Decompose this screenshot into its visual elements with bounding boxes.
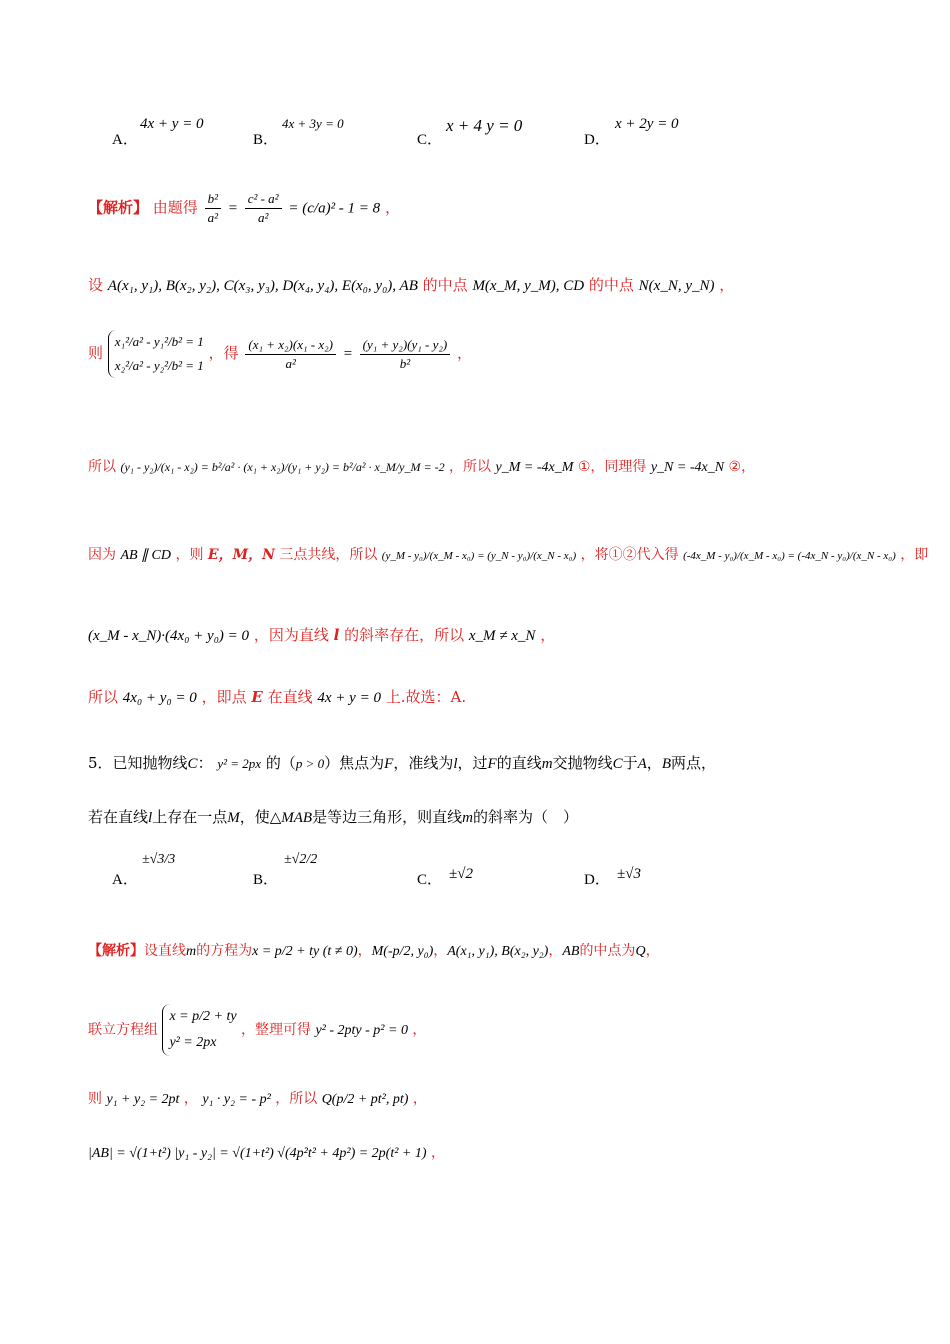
q4-option-c-expr: x + 4 y = 0 [446,116,523,135]
problem-text: 是等边三角形，则直线 [312,808,463,826]
denominator: a² [207,210,218,225]
punct: ， [645,943,660,959]
math-parabola: y² = 2px [217,756,262,771]
solution-text: ，因为直线 [253,626,329,644]
math-var: AB [562,944,580,959]
q5-option-c-expr: ±√2 [449,866,473,882]
q5-option-b [253,868,278,889]
q5-solution-line-4 [88,1142,890,1165]
formula-midpoint-n: N(x_N, y_N) [638,278,715,294]
q4-solution-line-2 [88,274,890,297]
option-label: D． [584,132,610,148]
problem-text: 上存在一点 [152,808,228,826]
fraction [245,336,336,373]
formula-result: 4x₀ + y₀ = 0 [122,690,197,706]
math-var: m [462,810,473,826]
q5-option-b-expr: ±√2/2 [284,852,318,867]
equation-system [108,330,204,378]
q5-problem-line-1 [88,752,890,775]
solution-text: ，整理可得 [241,1022,312,1038]
q4-solution-line-6 [88,624,890,647]
solution-text: 在直线 [267,688,313,706]
solution-text: 联立方程组 [88,1022,158,1038]
denominator: a² [285,355,296,371]
problem-text: 的（ [265,754,296,772]
punct: ， [719,276,735,294]
problem-text: ，准线为 [393,754,454,772]
q4-option-b-expr: 4x + 3y = 0 [282,116,344,131]
punct: ， [431,1145,445,1161]
solution-text: ，即点 [201,688,247,706]
system-equation: x₂²/a² - y₂²/b² = 1 [114,358,204,373]
formula-neq: x_M ≠ x_N [468,628,536,644]
solution-text: 由题得 [152,198,198,217]
q5-solution-line-2 [88,1004,890,1064]
formula-product: (x_M - x_N)·(4x₀ + y₀) = 0 [88,628,250,644]
problem-text: ，过 [457,754,488,772]
numerator: c² - a² [245,190,282,209]
point-e: E [251,688,263,706]
math-var: C [612,756,623,772]
math-var: B [661,756,671,772]
q5-option-d-expr: ±√3 [617,866,641,882]
solution-text: ，即 [900,547,929,563]
formula-midpoint-m: M(x_M, y_M), CD [472,278,585,294]
denominator: b² [399,355,411,371]
points-emn: E，M，N [207,547,275,563]
solution-text: 的中点 [588,276,634,294]
math-var: m [541,756,553,772]
q4-option-a [112,128,138,149]
equation-system [162,1004,236,1056]
option-label: A． [112,132,138,148]
math-var: m [186,944,197,959]
formula-product: y₁ · y₂ = - p² [202,1092,271,1107]
problem-text: 于 [622,754,638,772]
punct: ， [548,943,563,959]
problem-text: 两点， [670,754,716,772]
solution-text: ，所以 [275,1091,318,1107]
solution-text: ②， [728,459,756,475]
math-var: M [227,810,240,826]
numerator: b² [205,190,221,209]
solution-tag: 【解析】 [88,943,144,959]
solution-text: 的中点为 [579,943,636,959]
q4-solution-line-5 [88,544,929,567]
formula-sum: y₁ + y₂ = 2pt [106,1092,180,1107]
punct: ， [412,1022,427,1038]
formula-slope: (y₁ - y₂)/(x₁ - x₂) = b²/a² · (x₁ + x₂)/(y₁ + y₂) = b²/a² · x_M/y_M = -2 [120,460,445,474]
q5-solution-line-1 [88,940,890,963]
system-equation: x₁²/a² - y₁²/b² = 1 [114,334,204,349]
formula-quadratic: y² - 2pty - p² = 0 [315,1023,408,1038]
system-equation: x = p/2 + ty [169,1009,237,1024]
formula-substituted: (-4x_M - y₀)/(x_M - x₀) = (-4x_N - y₀)/(x_N - x₀) [683,550,896,562]
formula-line-m: x = p/2 + ty (t ≠ 0) [252,944,358,959]
q4-option-d-expr: x + 2y = 0 [615,116,679,132]
q5-problem-line-2 [88,806,890,829]
q4-option-c [417,128,442,149]
problem-text: 5．已知抛物线 [88,754,188,772]
solution-text: ，则 [175,547,204,563]
formula-collinear: (y_M - y₀)/(x_M - x₀) = (y_N - y₀)/(x_N - x₀) [381,550,577,562]
solution-tag: 【解析】 [88,198,149,217]
punct: ， [183,1091,198,1107]
solution-answer: 上.故选：A. [385,688,467,706]
q4-solution-line-3: 则 x₁²/a² - y₁²/b² = 1 x₂²/a² - y₂²/b² = 1 ，得 $\frac{\text{(x₁ + x₂)(x₁ - x₂)}}{\text{a²}}$ = $\frac{\text{(y₁ + y₂)(y₁ - y₂)}}{\text{b²}}$ ， [88,330,890,390]
problem-text: ， [646,754,662,772]
solution-text: 设直线 [144,943,186,959]
formula-points-ab: A(x₁, y₁), B(x₂, y₂) [447,944,549,959]
fraction [205,190,221,227]
problem-text: 交抛物线 [552,754,613,772]
formula-point-q: Q(p/2 + pt², pt) [321,1092,409,1107]
option-label: C． [417,872,443,888]
formula-chord-length: |AB| = √(1+t²) |y₁ - y₂| = √(1+t²) √(4p²t² + 4p²) = 2p(t² + 1) [88,1146,427,1161]
q4-option-b [253,128,278,149]
problem-text: 的斜率为（ ） [472,808,578,826]
option-label: B． [253,872,279,888]
q4-option-a-expr: 4x + y = 0 [140,116,204,132]
denominator: a² [257,210,269,225]
punct: ， [540,626,556,644]
solution-text: 则 [88,344,104,362]
problem-text: ，使△ [239,808,282,826]
solution-text: 的中点 [422,276,468,294]
q5-option-c [417,868,442,889]
solution-text: ，所以 [449,459,492,475]
solution-text: 三点共线，所以 [279,547,378,563]
math-condition: p > 0 [295,756,325,771]
punct: ， [433,943,448,959]
problem-text: ）焦点为 [324,754,385,772]
problem-text: 的直线 [496,754,542,772]
formula-line: 4x + y = 0 [317,690,381,706]
line-l: l [333,626,340,644]
punct: ， [357,943,372,959]
solution-text: ，得 [208,344,239,362]
q5-option-a-expr: ±√3/3 [142,852,176,867]
math-var: F [384,756,394,772]
formula-yn: y_N = -4x_N [650,460,725,475]
formula-parallel: AB ∥ CD [120,548,172,563]
formula-point-m: M(-p/2, y₀) [371,944,434,959]
fraction [245,190,282,227]
q5-solution-line-3 [88,1088,890,1111]
q5-option-d [584,868,610,889]
math-var: MAB [281,810,313,826]
solution-text: 的方程为 [196,943,253,959]
punct: ， [457,344,473,362]
q4-option-d [584,128,610,149]
math-var: A [637,756,647,772]
solution-text: 所以 [88,688,119,706]
solution-text: ①，同理得 [577,459,647,475]
numerator: (x₁ + x₂)(x₁ - x₂) [245,336,336,355]
q4-solution-line-7 [88,686,890,709]
system-equation: y² = 2px [169,1035,217,1050]
q4-solution-line-4 [88,456,890,479]
option-label: A． [112,872,138,888]
punct: ， [412,1091,427,1107]
math-var: F [487,756,497,772]
q4-solution-line-1: 【解析】 由题得 $\frac{\text{b²}}{\text{a²}}$ = $\frac{\text{c² - a²}}{\text{a²}}$ = (c/a)² - 1 = 8 ， [88,191,400,225]
formula-points: A(x₁, y₁), B(x₂, y₂), C(x₃, y₃), D(x₄, y₄), E(x₀, y₀), AB [107,278,418,294]
numerator: (y₁ + y₂)(y₁ - y₂) [360,336,451,355]
solution-text: 则 [88,1091,102,1107]
solution-text: 因为 [88,547,116,563]
fraction [360,336,451,373]
math-var: C [187,756,198,772]
solution-text: 所以 [88,459,116,475]
q5-option-a [112,868,138,889]
solution-text: 设 [88,276,104,294]
formula-ym: y_M = -4x_M [495,460,574,475]
option-label: D． [584,872,610,888]
solution-text: ，将①②代入得 [580,547,679,563]
math-var: Q [635,944,646,959]
formula-tail: = (c/a)² - 1 = 8 [288,200,381,217]
math-var: l [453,756,458,772]
punct: ， [384,198,400,217]
solution-text: 的斜率存在，所以 [344,626,465,644]
option-label: C． [417,132,443,148]
option-label: B． [253,132,279,148]
problem-text: 若在直线 [88,808,149,826]
math-var: l [148,810,153,826]
problem-text: ： [197,754,213,772]
